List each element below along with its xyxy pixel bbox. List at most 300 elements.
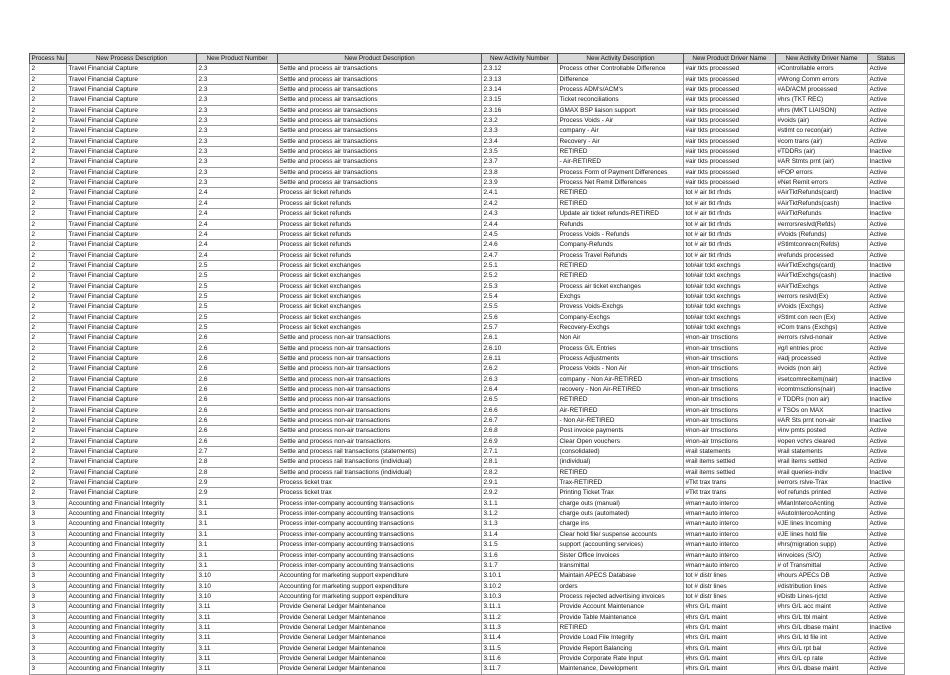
column-header[interactable]: New Product Description: [278, 54, 482, 64]
table-cell[interactable]: Process Net Remit Differences: [558, 178, 684, 188]
table-cell[interactable]: 3: [30, 653, 67, 663]
table-cell[interactable]: Process air ticket exchanges: [278, 271, 482, 281]
table-cell[interactable]: # of Transmittal: [776, 560, 868, 570]
table-cell[interactable]: Sister Office Invoices: [558, 550, 684, 560]
table-cell[interactable]: #hours APECs DB: [776, 571, 868, 581]
table-cell[interactable]: Inactive: [868, 467, 905, 477]
table-cell[interactable]: Active: [868, 643, 905, 653]
table-cell[interactable]: 2: [30, 167, 67, 177]
table-cell[interactable]: 2.8: [197, 457, 278, 467]
table-cell[interactable]: #hrs G/L cp rate: [776, 653, 868, 663]
table-cell[interactable]: Provide General Ledger Maintenance: [278, 643, 482, 653]
table-cell[interactable]: Process air ticket exchanges: [278, 322, 482, 332]
table-cell[interactable]: #errors reslvd(Ex): [776, 291, 868, 301]
table-cell[interactable]: Settle and process air transactions: [278, 64, 482, 74]
table-cell[interactable]: Process inter-company accounting transactions: [278, 540, 482, 550]
table-cell[interactable]: #hrs G/L maint: [684, 612, 776, 622]
table-cell[interactable]: #open vchrs cleared: [776, 436, 868, 446]
table-cell[interactable]: Active: [868, 229, 905, 239]
table-cell[interactable]: 3.11.2: [482, 612, 558, 622]
table-cell[interactable]: 2: [30, 416, 67, 426]
table-cell[interactable]: 2.3: [197, 178, 278, 188]
table-cell[interactable]: Accounting and Financial Integrity: [67, 519, 197, 529]
table-cell[interactable]: Active: [868, 612, 905, 622]
table-cell[interactable]: #hrs (TKT REC): [776, 95, 868, 105]
table-cell[interactable]: 3.11: [197, 602, 278, 612]
table-cell[interactable]: Company-Refunds: [558, 240, 684, 250]
table-cell[interactable]: #hrs(migration supp): [776, 540, 868, 550]
table-cell[interactable]: 2.8.1: [482, 457, 558, 467]
table-cell[interactable]: Provide General Ledger Maintenance: [278, 633, 482, 643]
table-cell[interactable]: 2.6.8: [482, 426, 558, 436]
table-cell[interactable]: 2.4.4: [482, 219, 558, 229]
table-cell[interactable]: #non-air trnsctions: [684, 385, 776, 395]
table-cell[interactable]: #air tkts processed: [684, 85, 776, 95]
table-cell[interactable]: #non-air trnsctions: [684, 416, 776, 426]
table-cell[interactable]: Inactive: [868, 209, 905, 219]
table-cell[interactable]: 2: [30, 322, 67, 332]
table-cell[interactable]: Settle and process non-air transactions: [278, 364, 482, 374]
table-cell[interactable]: Accounting and Financial Integrity: [67, 664, 197, 674]
table-cell[interactable]: Active: [868, 240, 905, 250]
table-cell[interactable]: 3.11.3: [482, 622, 558, 632]
column-header[interactable]: New Activity Number: [482, 54, 558, 64]
table-cell[interactable]: #man+auto interco: [684, 540, 776, 550]
table-cell[interactable]: Inactive: [868, 478, 905, 488]
table-cell[interactable]: Process air ticket exchanges: [278, 302, 482, 312]
table-cell[interactable]: Settle and process air transactions: [278, 85, 482, 95]
table-cell[interactable]: #hrs G/L maint: [684, 622, 776, 632]
table-cell[interactable]: Provide Load File Integrity: [558, 633, 684, 643]
table-cell[interactable]: 3: [30, 633, 67, 643]
table-cell[interactable]: 3.11.6: [482, 653, 558, 663]
table-cell[interactable]: 2.4: [197, 240, 278, 250]
table-cell[interactable]: #air tkts processed: [684, 116, 776, 126]
table-cell[interactable]: # TSOs on MAX: [776, 405, 868, 415]
table-cell[interactable]: Active: [868, 581, 905, 591]
table-cell[interactable]: tot # air tkt rfnds: [684, 188, 776, 198]
table-cell[interactable]: tot#air tckt exchngs: [684, 322, 776, 332]
table-cell[interactable]: Recovery-Exchgs: [558, 322, 684, 332]
table-cell[interactable]: Travel Financial Capture: [67, 488, 197, 498]
table-cell[interactable]: #man+auto interco: [684, 550, 776, 560]
table-cell[interactable]: 2.4: [197, 229, 278, 239]
table-cell[interactable]: #errorsreslvd(Refds): [776, 219, 868, 229]
table-cell[interactable]: 2.4.6: [482, 240, 558, 250]
table-cell[interactable]: 2.6.1: [482, 333, 558, 343]
table-cell[interactable]: 2: [30, 353, 67, 363]
table-cell[interactable]: 2.4.1: [482, 188, 558, 198]
table-cell[interactable]: Travel Financial Capture: [67, 364, 197, 374]
table-cell[interactable]: #air tkts processed: [684, 147, 776, 157]
table-cell[interactable]: 2.6: [197, 405, 278, 415]
table-cell[interactable]: Settle and process rail transactions (individual): [278, 457, 482, 467]
table-cell[interactable]: #air tkts processed: [684, 136, 776, 146]
table-cell[interactable]: 2.4.7: [482, 250, 558, 260]
table-cell[interactable]: Travel Financial Capture: [67, 302, 197, 312]
table-cell[interactable]: #JE lines hold file: [776, 529, 868, 539]
column-header[interactable]: New Product Driver Name: [684, 54, 776, 64]
table-cell[interactable]: 2: [30, 250, 67, 260]
column-header[interactable]: New Product Number: [197, 54, 278, 64]
table-cell[interactable]: #comtrnsctions(nair): [776, 385, 868, 395]
table-cell[interactable]: 2.4.2: [482, 198, 558, 208]
table-cell[interactable]: company - Non Air-RETIRED: [558, 374, 684, 384]
table-cell[interactable]: 3: [30, 581, 67, 591]
table-cell[interactable]: Active: [868, 74, 905, 84]
table-cell[interactable]: #non-air trnsctions: [684, 353, 776, 363]
table-cell[interactable]: 3: [30, 509, 67, 519]
table-cell[interactable]: Process air ticket refunds: [278, 188, 482, 198]
table-cell[interactable]: RETIRED: [558, 622, 684, 632]
table-cell[interactable]: #hrs G/L tbl maint: [776, 612, 868, 622]
table-cell[interactable]: 3.10.2: [482, 581, 558, 591]
table-cell[interactable]: Inactive: [868, 188, 905, 198]
table-cell[interactable]: #Tkt trax trans: [684, 478, 776, 488]
table-cell[interactable]: Travel Financial Capture: [67, 167, 197, 177]
table-cell[interactable]: Accounting and Financial Integrity: [67, 550, 197, 560]
table-cell[interactable]: Non Air: [558, 333, 684, 343]
table-cell[interactable]: Air-RETIRED: [558, 405, 684, 415]
table-cell[interactable]: 2.3: [197, 95, 278, 105]
table-cell[interactable]: 2.6: [197, 395, 278, 405]
table-cell[interactable]: Process rejected advertising invoices: [558, 591, 684, 601]
table-cell[interactable]: 2: [30, 209, 67, 219]
table-cell[interactable]: 2: [30, 219, 67, 229]
table-cell[interactable]: #AirTktRefunds(cash): [776, 198, 868, 208]
table-cell[interactable]: Settle and process non-air transactions: [278, 374, 482, 384]
table-cell[interactable]: 2: [30, 364, 67, 374]
table-cell[interactable]: 2: [30, 488, 67, 498]
table-cell[interactable]: 2.7.1: [482, 447, 558, 457]
table-cell[interactable]: Inactive: [868, 198, 905, 208]
table-cell[interactable]: Active: [868, 250, 905, 260]
table-cell[interactable]: 3.11: [197, 612, 278, 622]
table-cell[interactable]: 2.3.8: [482, 167, 558, 177]
table-cell[interactable]: Travel Financial Capture: [67, 312, 197, 322]
table-cell[interactable]: 2: [30, 457, 67, 467]
table-cell[interactable]: Travel Financial Capture: [67, 447, 197, 457]
table-cell[interactable]: Settle and process non-air transactions: [278, 426, 482, 436]
table-cell[interactable]: Inactive: [868, 416, 905, 426]
table-cell[interactable]: 2.5: [197, 271, 278, 281]
table-cell[interactable]: #Controllable errors: [776, 64, 868, 74]
column-header[interactable]: New Activity Driver Name: [776, 54, 868, 64]
table-cell[interactable]: Process air ticket refunds: [278, 219, 482, 229]
table-cell[interactable]: Travel Financial Capture: [67, 126, 197, 136]
table-cell[interactable]: Settle and process air transactions: [278, 74, 482, 84]
table-cell[interactable]: Travel Financial Capture: [67, 147, 197, 157]
table-cell[interactable]: tot # air tkt rfnds: [684, 240, 776, 250]
table-cell[interactable]: 2.4: [197, 198, 278, 208]
table-cell[interactable]: Process Adjustments: [558, 353, 684, 363]
column-header[interactable]: New Activity Description: [558, 54, 684, 64]
table-cell[interactable]: 2.5.5: [482, 302, 558, 312]
table-cell[interactable]: Active: [868, 436, 905, 446]
table-cell[interactable]: 3.10: [197, 581, 278, 591]
table-cell[interactable]: 3: [30, 519, 67, 529]
table-cell[interactable]: #voids (air): [776, 116, 868, 126]
table-cell[interactable]: Accounting for marketing support expenditure: [278, 591, 482, 601]
table-cell[interactable]: #rail items settled: [684, 467, 776, 477]
table-cell[interactable]: Travel Financial Capture: [67, 157, 197, 167]
table-cell[interactable]: 3.1.3: [482, 519, 558, 529]
table-cell[interactable]: Inactive: [868, 395, 905, 405]
table-cell[interactable]: #man+auto interco: [684, 498, 776, 508]
table-cell[interactable]: #Stlmt con recn (Ex): [776, 312, 868, 322]
table-cell[interactable]: Travel Financial Capture: [67, 95, 197, 105]
table-cell[interactable]: 3: [30, 571, 67, 581]
table-cell[interactable]: RETIRED: [558, 395, 684, 405]
table-cell[interactable]: Inactive: [868, 157, 905, 167]
table-cell[interactable]: Settle and process air transactions: [278, 126, 482, 136]
table-cell[interactable]: Settle and process non-air transactions: [278, 395, 482, 405]
table-cell[interactable]: 2.3.5: [482, 147, 558, 157]
table-cell[interactable]: Active: [868, 664, 905, 674]
table-cell[interactable]: 3: [30, 529, 67, 539]
table-cell[interactable]: Process Voids - Air: [558, 116, 684, 126]
table-cell[interactable]: 2.5: [197, 291, 278, 301]
table-cell[interactable]: 3.1.2: [482, 509, 558, 519]
table-cell[interactable]: Process other Controllable Difference: [558, 64, 684, 74]
table-cell[interactable]: tot#air tckt exchngs: [684, 291, 776, 301]
table-cell[interactable]: #AutoIntercoAcnting: [776, 509, 868, 519]
table-cell[interactable]: Settle and process air transactions: [278, 95, 482, 105]
table-cell[interactable]: Active: [868, 550, 905, 560]
table-cell[interactable]: #Stlmtconrecn(Refds): [776, 240, 868, 250]
table-cell[interactable]: 2.4: [197, 219, 278, 229]
table-cell[interactable]: Process air ticket exchanges: [278, 312, 482, 322]
table-cell[interactable]: 2: [30, 157, 67, 167]
table-cell[interactable]: #Voids (Refunds): [776, 229, 868, 239]
table-cell[interactable]: 2: [30, 198, 67, 208]
table-cell[interactable]: Provide Corporate Rate Input: [558, 653, 684, 663]
table-cell[interactable]: 2.6: [197, 343, 278, 353]
table-cell[interactable]: 2: [30, 333, 67, 343]
table-cell[interactable]: Process inter-company accounting transactions: [278, 519, 482, 529]
table-cell[interactable]: 2.3.14: [482, 85, 558, 95]
table-cell[interactable]: Update air ticket refunds-RETIRED: [558, 209, 684, 219]
table-cell[interactable]: Travel Financial Capture: [67, 385, 197, 395]
table-cell[interactable]: #stlmt co recon(air): [776, 126, 868, 136]
table-cell[interactable]: 2.3: [197, 64, 278, 74]
table-cell[interactable]: Process Form of Payment Differences: [558, 167, 684, 177]
table-cell[interactable]: 3: [30, 540, 67, 550]
table-cell[interactable]: #air tkts processed: [684, 64, 776, 74]
table-cell[interactable]: Settle and process air transactions: [278, 178, 482, 188]
table-cell[interactable]: Post invoice payments: [558, 426, 684, 436]
table-cell[interactable]: #hrs G/L maint: [684, 664, 776, 674]
table-cell[interactable]: Process air ticket refunds: [278, 209, 482, 219]
table-cell[interactable]: Inactive: [868, 622, 905, 632]
table-cell[interactable]: Active: [868, 322, 905, 332]
table-cell[interactable]: Travel Financial Capture: [67, 188, 197, 198]
table-cell[interactable]: RETIRED: [558, 467, 684, 477]
table-cell[interactable]: Inactive: [868, 405, 905, 415]
table-cell[interactable]: #rail items settled: [776, 457, 868, 467]
table-cell[interactable]: Settle and process rail transactions (individual): [278, 467, 482, 477]
table-cell[interactable]: 2.3.16: [482, 105, 558, 115]
table-cell[interactable]: #hrs G/L dbase maint: [776, 622, 868, 632]
table-cell[interactable]: 3.11.7: [482, 664, 558, 674]
table-cell[interactable]: 2: [30, 374, 67, 384]
table-cell[interactable]: 3.1: [197, 540, 278, 550]
table-cell[interactable]: #g/l entries proc: [776, 343, 868, 353]
table-cell[interactable]: Accounting and Financial Integrity: [67, 529, 197, 539]
table-cell[interactable]: Settle and process air transactions: [278, 147, 482, 157]
table-cell[interactable]: 2.7: [197, 447, 278, 457]
table-cell[interactable]: Active: [868, 116, 905, 126]
table-cell[interactable]: 3.11: [197, 643, 278, 653]
table-cell[interactable]: 2: [30, 385, 67, 395]
table-cell[interactable]: Travel Financial Capture: [67, 426, 197, 436]
table-cell[interactable]: 2.6: [197, 385, 278, 395]
table-cell[interactable]: 2: [30, 126, 67, 136]
table-cell[interactable]: 2.6: [197, 353, 278, 363]
table-cell[interactable]: 2: [30, 116, 67, 126]
table-cell[interactable]: 2.3.3: [482, 126, 558, 136]
table-cell[interactable]: #AR Stmts prnt (air): [776, 157, 868, 167]
table-cell[interactable]: 2.5: [197, 312, 278, 322]
table-cell[interactable]: 2.6.4: [482, 385, 558, 395]
table-cell[interactable]: #hrs G/L maint: [684, 643, 776, 653]
table-cell[interactable]: Accounting and Financial Integrity: [67, 591, 197, 601]
table-cell[interactable]: #refunds processed: [776, 250, 868, 260]
table-cell[interactable]: 2.6.10: [482, 343, 558, 353]
table-cell[interactable]: 2.3: [197, 136, 278, 146]
table-cell[interactable]: charge ins: [558, 519, 684, 529]
table-cell[interactable]: #hrs G/L maint: [684, 633, 776, 643]
table-cell[interactable]: #setcomrecitem(nair): [776, 374, 868, 384]
table-cell[interactable]: 2.5: [197, 260, 278, 270]
table-cell[interactable]: 2.4.3: [482, 209, 558, 219]
table-cell[interactable]: Settle and process non-air transactions: [278, 405, 482, 415]
table-cell[interactable]: 3.10: [197, 591, 278, 601]
table-cell[interactable]: 2.3: [197, 116, 278, 126]
table-cell[interactable]: Travel Financial Capture: [67, 353, 197, 363]
table-cell[interactable]: Process Travel Refunds: [558, 250, 684, 260]
table-cell[interactable]: 2.4.5: [482, 229, 558, 239]
table-cell[interactable]: 2: [30, 64, 67, 74]
table-cell[interactable]: 2: [30, 302, 67, 312]
table-cell[interactable]: Active: [868, 488, 905, 498]
table-cell[interactable]: #rail statements: [776, 447, 868, 457]
table-cell[interactable]: 2.4: [197, 209, 278, 219]
table-cell[interactable]: #voids (non air): [776, 364, 868, 374]
table-cell[interactable]: Active: [868, 633, 905, 643]
table-cell[interactable]: 3.11: [197, 633, 278, 643]
table-cell[interactable]: Active: [868, 653, 905, 663]
table-cell[interactable]: Active: [868, 105, 905, 115]
table-cell[interactable]: RETIRED: [558, 271, 684, 281]
table-cell[interactable]: Travel Financial Capture: [67, 343, 197, 353]
table-cell[interactable]: #non-air trnsctions: [684, 343, 776, 353]
table-cell[interactable]: Travel Financial Capture: [67, 333, 197, 343]
table-cell[interactable]: tot # distr lines: [684, 581, 776, 591]
table-cell[interactable]: #hrs G/L maint: [684, 602, 776, 612]
table-cell[interactable]: 2.6: [197, 333, 278, 343]
table-cell[interactable]: - Non Air-RETIRED: [558, 416, 684, 426]
table-cell[interactable]: 3: [30, 622, 67, 632]
table-cell[interactable]: Accounting and Financial Integrity: [67, 622, 197, 632]
table-cell[interactable]: 2: [30, 240, 67, 250]
table-cell[interactable]: tot#air tckt exchngs: [684, 302, 776, 312]
table-cell[interactable]: Active: [868, 312, 905, 322]
table-cell[interactable]: Company-Exchgs: [558, 312, 684, 322]
table-cell[interactable]: Travel Financial Capture: [67, 478, 197, 488]
table-cell[interactable]: Provide General Ledger Maintenance: [278, 622, 482, 632]
table-cell[interactable]: Accounting and Financial Integrity: [67, 633, 197, 643]
table-cell[interactable]: #Wrong Comm errors: [776, 74, 868, 84]
table-cell[interactable]: tot # air tkt rfnds: [684, 198, 776, 208]
table-cell[interactable]: 2: [30, 74, 67, 84]
table-cell[interactable]: Active: [868, 498, 905, 508]
table-cell[interactable]: Process inter-company accounting transactions: [278, 529, 482, 539]
table-cell[interactable]: Active: [868, 126, 905, 136]
table-cell[interactable]: #errors rslve-Trax: [776, 478, 868, 488]
table-cell[interactable]: Active: [868, 457, 905, 467]
table-cell[interactable]: Process air ticket exchanges: [558, 281, 684, 291]
table-cell[interactable]: Inactive: [868, 271, 905, 281]
table-cell[interactable]: Active: [868, 540, 905, 550]
column-header[interactable]: Process Nu: [31, 55, 65, 62]
table-cell[interactable]: #Distb Lines-rjctd: [776, 591, 868, 601]
table-cell[interactable]: 3: [30, 602, 67, 612]
table-cell[interactable]: 2.3.9: [482, 178, 558, 188]
table-cell[interactable]: Settle and process non-air transactions: [278, 385, 482, 395]
table-cell[interactable]: Accounting for marketing support expenditure: [278, 571, 482, 581]
table-cell[interactable]: Travel Financial Capture: [67, 457, 197, 467]
table-cell[interactable]: #hrs (MKT LIAISON): [776, 105, 868, 115]
table-cell[interactable]: 3: [30, 591, 67, 601]
table-cell[interactable]: Refunds: [558, 219, 684, 229]
table-cell[interactable]: #rail queries-indiv: [776, 467, 868, 477]
table-cell[interactable]: 2.5.6: [482, 312, 558, 322]
table-cell[interactable]: 2.6.9: [482, 436, 558, 446]
table-cell[interactable]: Settle and process non-air transactions: [278, 353, 482, 363]
table-cell[interactable]: Settle and process non-air transactions: [278, 416, 482, 426]
table-cell[interactable]: tot # distr lines: [684, 571, 776, 581]
table-cell[interactable]: Active: [868, 64, 905, 74]
table-cell[interactable]: Printing Ticket Trax: [558, 488, 684, 498]
table-cell[interactable]: - Air-RETIRED: [558, 157, 684, 167]
table-cell[interactable]: Active: [868, 447, 905, 457]
table-cell[interactable]: Provide General Ledger Maintenance: [278, 602, 482, 612]
table-cell[interactable]: Process ticket trax: [278, 478, 482, 488]
table-cell[interactable]: Travel Financial Capture: [67, 271, 197, 281]
table-cell[interactable]: #rail items settled: [684, 457, 776, 467]
table-cell[interactable]: Active: [868, 519, 905, 529]
table-cell[interactable]: 3.1: [197, 519, 278, 529]
table-cell[interactable]: 2: [30, 405, 67, 415]
table-cell[interactable]: charge outs (automated): [558, 509, 684, 519]
table-cell[interactable]: 3.11: [197, 653, 278, 663]
table-cell[interactable]: Active: [868, 333, 905, 343]
table-cell[interactable]: Active: [868, 343, 905, 353]
table-cell[interactable]: 2: [30, 312, 67, 322]
table-cell[interactable]: 2: [30, 95, 67, 105]
table-cell[interactable]: #errors rslvd-nonair: [776, 333, 868, 343]
table-cell[interactable]: Travel Financial Capture: [67, 219, 197, 229]
table-cell[interactable]: 3.11: [197, 664, 278, 674]
table-cell[interactable]: #Net Remit errors: [776, 178, 868, 188]
table-cell[interactable]: Process inter-company accounting transactions: [278, 560, 482, 570]
table-cell[interactable]: 2.5.4: [482, 291, 558, 301]
table-cell[interactable]: Settle and process non-air transactions: [278, 436, 482, 446]
table-cell[interactable]: 2: [30, 478, 67, 488]
table-cell[interactable]: Process ticket trax: [278, 488, 482, 498]
table-cell[interactable]: Accounting and Financial Integrity: [67, 498, 197, 508]
